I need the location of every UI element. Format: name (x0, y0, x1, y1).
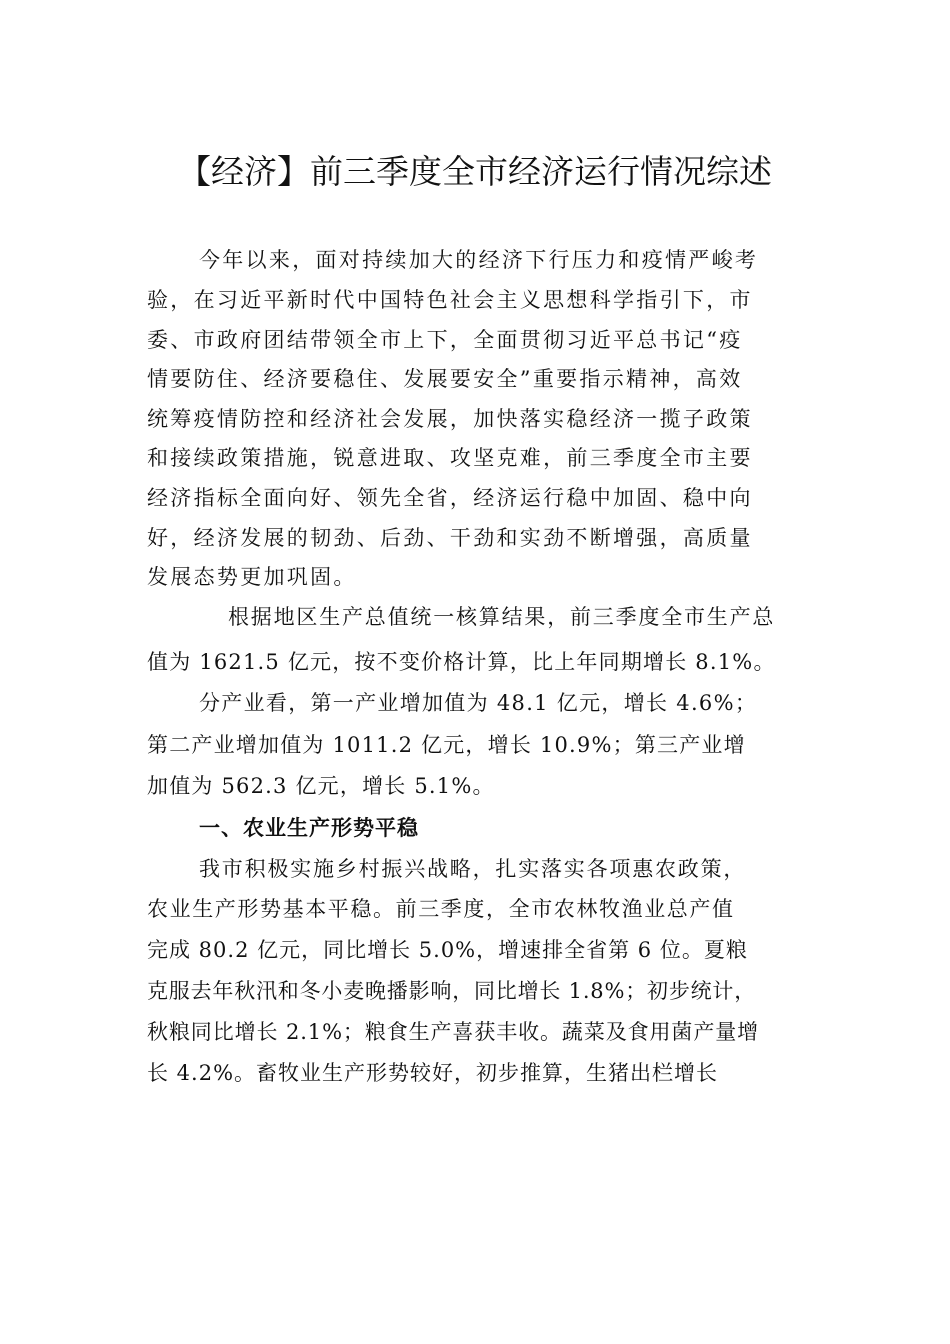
paragraph-line: 完成 80.2 亿元，同比增长 5.0%，增速排全省第 6 位。夏粮 (147, 938, 748, 962)
paragraph-line: 委、市政府团结带领全市上下，全面贯彻习近平总书记“疫 (147, 328, 743, 352)
paragraph-line: 根据地区生产总值统一核算结果，前三季度全市生产总 (228, 605, 776, 629)
paragraph-line: 验，在习近平新时代中国特色社会主义思想科学指引下，市 (147, 288, 753, 312)
paragraph-line: 好，经济发展的韧劲、后劲、干劲和实劲不断增强，高质量 (147, 526, 753, 550)
paragraph-line: 情要防住、经济要稳住、发展要安全”重要指示精神，高效 (147, 367, 743, 391)
paragraph-line: 秋粮同比增长 2.1%；粮食生产喜获丰收。蔬菜及食用菌产量增 (147, 1020, 760, 1044)
paragraph-line: 克服去年秋汛和冬小麦晚播影响，同比增长 1.8%；初步统计， (147, 979, 757, 1003)
paragraph-line: 加值为 562.3 亿元，增长 5.1%。 (147, 774, 495, 798)
paragraph-line: 分产业看，第一产业增加值为 48.1 亿元，增长 4.6%； (199, 691, 758, 715)
paragraph-line: 经济指标全面向好、领先全省，经济运行稳中加固、稳中向 (147, 486, 753, 510)
paragraph-line: 值为 1621.5 亿元，按不变价格计算，比上年同期增长 8.1%。 (147, 650, 776, 674)
paragraph-line: 农业生产形势基本平稳。前三季度，全市农林牧渔业总产值 (147, 897, 735, 921)
page-title: 【经济】前三季度全市经济运行情况综述 (178, 152, 772, 191)
paragraph-line: 发展态势更加巩固。 (147, 565, 357, 589)
paragraph-line: 统筹疫情防控和经济社会发展，加快落实稳经济一揽子政策 (147, 407, 753, 431)
paragraph-line: 和接续政策措施，锐意进取、攻坚克难，前三季度全市主要 (147, 446, 753, 470)
paragraph-line: 我市积极实施乡村振兴战略，扎实落实各项惠农政策， (199, 857, 747, 881)
paragraph-line: 今年以来，面对持续加大的经济下行压力和疫情严峻考 (199, 248, 759, 272)
paragraph-line: 长 4.2%。畜牧业生产形势较好，初步推算，生猪出栏增长 (147, 1061, 719, 1085)
section-heading: 一、农业生产形势平稳 (199, 816, 419, 840)
paragraph-line: 第二产业增加值为 1011.2 亿元，增长 10.9%；第三产业增 (147, 733, 746, 757)
